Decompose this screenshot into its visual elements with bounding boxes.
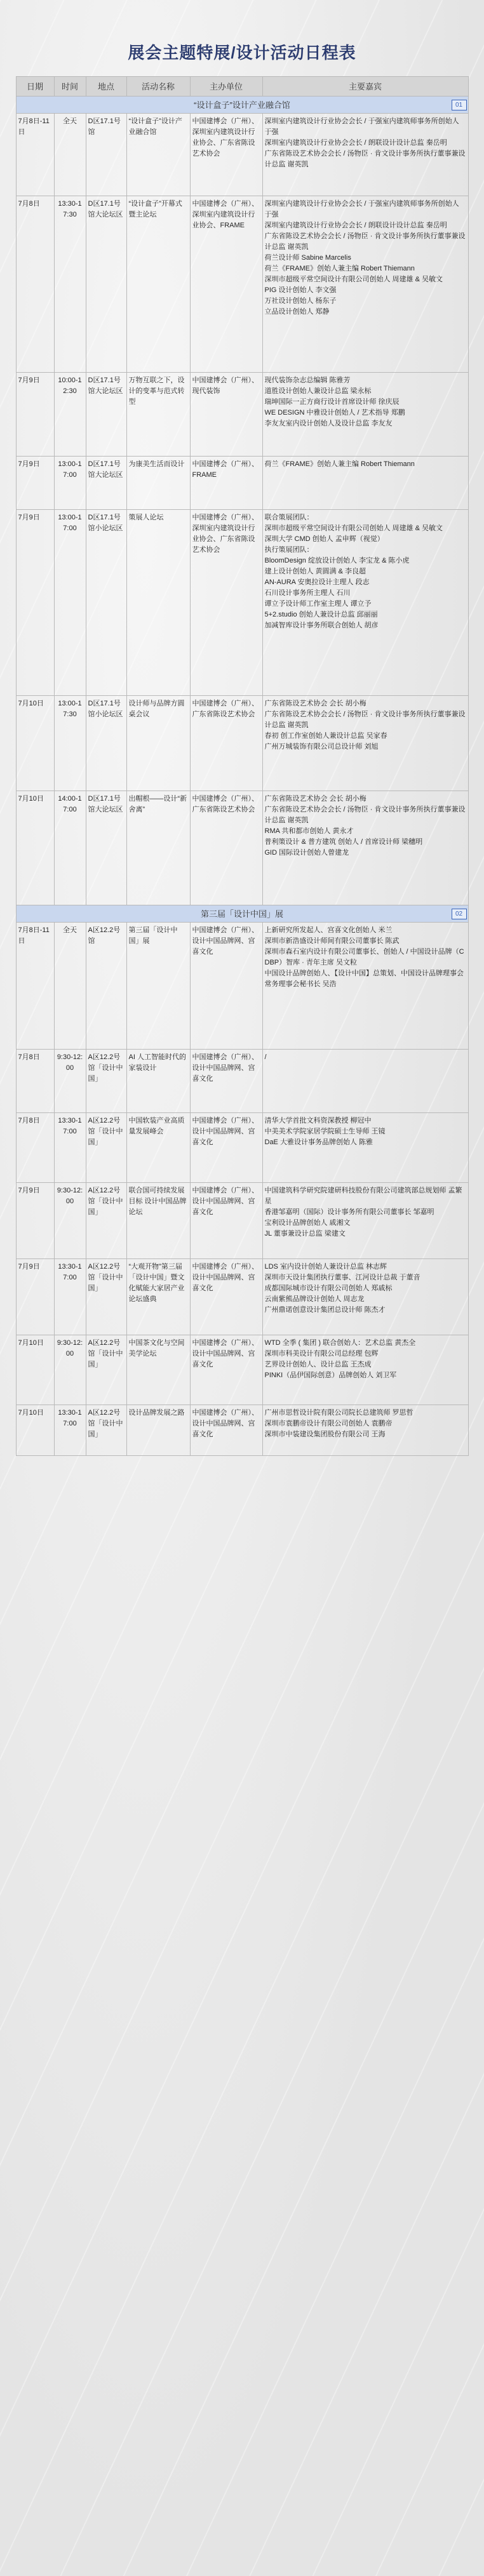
row-event-name: 为康美生活而设计 (126, 457, 190, 510)
row-organizer: 中国建博会（广州）、深圳室内建筑设计行业协会、广东省陈设艺术协会 (190, 114, 262, 196)
row-event-name: 策展人论坛 (126, 510, 190, 696)
row-time: 13:00-17:00 (54, 457, 86, 510)
header-name: 活动名称 (126, 77, 190, 97)
table-row (16, 1259, 468, 1335)
row-date: 7月9日 (16, 457, 54, 510)
row-venue: D区17.1号馆小论坛区 (86, 696, 126, 791)
row-guests: LDS 室内设计创始人兼设计总监 林志辉 深圳市天设计集团执行董事、江河设计总裁 于董音 成都国际城市设计有限公司创始人 郑戚标 云南紫熊品牌设计创始人 周志龙 广州鼎诺创意设计集团总设计师 陈杰才 (262, 1259, 468, 1335)
row-event-name: AI 人工智能时代的家装设计 (126, 1050, 190, 1113)
page-title: 展会主题特展/设计活动日程表 (128, 43, 356, 62)
row-guests: 中国建筑科学研究院建研科技股份有限公司建筑部总规划师 孟繁星 香港邹嘉明（国际）设计事务所有限公司董事长 邹嘉明 宝利设计品牌创始人 戚湘文 JL 董事兼设计总监 梁建文 (262, 1183, 468, 1259)
row-date: 7月8日 (16, 1050, 54, 1113)
row-date: 7月8日 (16, 196, 54, 373)
row-guests: 荷兰《FRAME》创始人兼主编 Robert Thiemann (262, 457, 468, 510)
section-title: 第三届「设计中国」展 (200, 909, 283, 919)
row-venue: A区12.2号馆「设计中国」 (86, 1335, 126, 1405)
schedule-table (16, 76, 469, 1456)
row-guests: 上新研究所发起人、宫喜文化创始人 米兰 深圳市新浩盛设计师间有限公司董事长 陈武 深圳市森石室内设计有限公司董事长、创始人 / 中国设计品牌（CDBP）智库 · 青年主席 吴文粒 中国设计品牌创始人、【设计中国】总策划、中国设计品牌理事会常务理事会秘书长 吴浩 (262, 923, 468, 1050)
row-date: 7月10日 (16, 1405, 54, 1456)
section-title: “设计盒子”设计产业融合馆 (194, 100, 290, 110)
table-row (16, 791, 468, 905)
table-row (16, 196, 468, 373)
row-event-name: “大观开物”第三届「设计中国」暨文化赋能大家居产业论坛盛典 (126, 1259, 190, 1335)
row-date: 7月8日-11日 (16, 923, 54, 1050)
table-row (16, 1113, 468, 1183)
row-time: 9:30-12:00 (54, 1050, 86, 1113)
row-event-name: 第三届「设计中国」展 (126, 923, 190, 1050)
row-time: 9:30-12:00 (54, 1183, 86, 1259)
row-venue: A区12.2号馆「设计中国」 (86, 1259, 126, 1335)
row-venue: A区12.2号馆「设计中国」 (86, 1113, 126, 1183)
row-event-name: “设计盒子”设计产业融合馆 (126, 114, 190, 196)
row-organizer: 中国建博会（广州）、FRAME (190, 457, 262, 510)
row-guests: 清华大学首批文科资深教授 柳冠中 中美美术学院家居学院硕士生导师 王镜 DaE 大雅设计事务品牌创始人 陈雅 (262, 1113, 468, 1183)
row-guests: WTD 全季 ( 集团 ) 联合创始人：艺术总监 黄杰全 深圳市科美设计有限公司总经理 包辉 艺界设计创始人、设计总监 王杰成 PINKI（品伊国际创意）品牌创始人 刘卫军 (262, 1335, 468, 1405)
row-date: 7月8日-11日 (16, 114, 54, 196)
row-time: 13:30-17:00 (54, 1405, 86, 1456)
row-guests: 现代装饰杂志总编辑 陈雅芳 道胜设计创始人兼设计总监 梁永标 瑞坤国际一正方商行设计首席设计师 徐庆辰 WE DESIGN 中雅设计创始人 / 艺术指导 郑鹏 李友友室内设计创始人及设计总监 李友友 (262, 373, 468, 457)
row-date: 7月10日 (16, 696, 54, 791)
row-event-name: 设计师与品牌方圆桌会议 (126, 696, 190, 791)
row-venue: D区17.1号馆 (86, 114, 126, 196)
row-organizer: 中国建博会（广州）、设计中国品牌网、宫喜文化 (190, 1113, 262, 1183)
row-guests: / (262, 1050, 468, 1113)
row-date: 7月9日 (16, 510, 54, 696)
row-organizer: 中国建博会（广州）、广东省陈设艺术协会 (190, 791, 262, 905)
row-organizer: 中国建博会（广州）、设计中国品牌网、宫喜文化 (190, 1050, 262, 1113)
row-date: 7月9日 (16, 1259, 54, 1335)
table-row (16, 1405, 468, 1456)
row-organizer: 中国建博会（广州）、现代装饰 (190, 373, 262, 457)
table-row (16, 510, 468, 696)
row-organizer: 中国建博会（广州）、设计中国品牌网、宫喜文化 (190, 1183, 262, 1259)
schedule-body (16, 97, 468, 1456)
section-header (16, 905, 468, 923)
row-venue: A区12.2号馆 (86, 923, 126, 1050)
table-row (16, 457, 468, 510)
section-number-badge: 02 (452, 909, 467, 919)
header-guests: 主要嘉宾 (262, 77, 468, 97)
row-time: 13:00-17:00 (54, 510, 86, 696)
table-row (16, 373, 468, 457)
section-header (16, 97, 468, 114)
row-guests: 联合策展团队： 深圳市超级平常空间设计有限公司创始人 周建雄 & 吴敏文 深圳大学 CMD 创始人 孟申辉（视觉） 执行策展团队： BloomDesign 绽放设计创始人 李宝龙 & 陈小虎 建上设计创始人 黄圆满 & 李良超 AN-AURA 安奥拉设计主理人 段志 石川设计事务所主理人 石川 谭立予设计师工作室主理人 谭立予 5+2.studio 创始人兼设计总监 邱丽丽 加减智库设计事务所联合创始人 胡彦 (262, 510, 468, 696)
row-event-name: “设计盒子”开幕式暨主论坛 (126, 196, 190, 373)
table-row (16, 114, 468, 196)
row-event-name: 设计品牌发展之路 (126, 1405, 190, 1456)
row-event-name: 联合国可持续发展目标 设计中国品牌论坛 (126, 1183, 190, 1259)
row-date: 7月10日 (16, 1335, 54, 1405)
row-guests: 广东省陈设艺术协会 会长 胡小梅 广东省陈设艺术协会会长 / 汤物臣 · 肯文设计事务所执行董事兼设计总监 谢英凯 春初 创工作室创始人兼设计总监 吴家春 广州万城装饰有限公司总设计师 刘旭 (262, 696, 468, 791)
row-event-name: 中国软装产业高质量发展峰会 (126, 1113, 190, 1183)
row-date: 7月8日 (16, 1113, 54, 1183)
section-header-row (16, 905, 468, 923)
row-time: 10:00-12:30 (54, 373, 86, 457)
row-time: 13:30-17:30 (54, 196, 86, 373)
row-time: 13:00-17:30 (54, 696, 86, 791)
section-number-badge: 01 (452, 100, 467, 110)
table-row (16, 1050, 468, 1113)
row-event-name: 万物互联之下，设计的变革与范式转型 (126, 373, 190, 457)
row-time: 9:30-12:00 (54, 1335, 86, 1405)
row-organizer: 中国建博会（广州）、深圳室内建筑设计行业协会、FRAME (190, 196, 262, 373)
row-venue: A区12.2号馆「设计中国」 (86, 1405, 126, 1456)
row-time: 全天 (54, 923, 86, 1050)
row-organizer: 中国建博会（广州）、设计中国品牌网、宫喜文化 (190, 1335, 262, 1405)
row-event-name: 出帽根——设计“新舍离” (126, 791, 190, 905)
header-date: 日期 (16, 77, 54, 97)
row-guests: 深圳室内建筑设计行业协会会长 / 于强室内建筑师事务所创始人 于强 深圳室内建筑设计行业协会会长 / 朗联设计设计总监 秦岳明 广东省陈设艺术协会会长 / 汤物臣 · 肯文设计事务所执行董事兼设计总监 谢英凯 荷兰设计师 Sabine Marcelis 荷兰《FRAME》创始人兼主编 Robert Thiemann 深圳市超级平常空间设计有限公司创始人 周建雄 & 吴敏文 PIG 设计创始人 李文强 万社设计创始人 杨东子 立品设计创始人 郑静 (262, 196, 468, 373)
row-time: 14:00-17:00 (54, 791, 86, 905)
row-venue: D区17.1号馆大论坛区 (86, 791, 126, 905)
header-venue: 地点 (86, 77, 126, 97)
row-time: 全天 (54, 114, 86, 196)
row-date: 7月9日 (16, 1183, 54, 1259)
row-organizer: 中国建博会（广州）、设计中国品牌网、宫喜文化 (190, 1259, 262, 1335)
row-venue: D区17.1号馆大论坛区 (86, 196, 126, 373)
row-venue: D区17.1号馆大论坛区 (86, 373, 126, 457)
table-row (16, 923, 468, 1050)
row-time: 13:30-17:00 (54, 1113, 86, 1183)
row-guests: 广州市思哲设计院有限公司院长总建筑师 罗思哲 深圳市袁鹏帝设计有限公司创始人 袁鹏帝 深圳市中装建设集团股份有限公司 王海 (262, 1405, 468, 1456)
row-event-name: 中国茶文化与空间美学论坛 (126, 1335, 190, 1405)
row-organizer: 中国建博会（广州）、深圳室内建筑设计行业协会、广东省陈设艺术协会 (190, 510, 262, 696)
row-venue: D区17.1号馆大论坛区 (86, 457, 126, 510)
header-organizer: 主办单位 (190, 77, 262, 97)
row-guests: 广东省陈设艺术协会 会长 胡小梅 广东省陈设艺术协会会长 / 汤物臣 · 肯文设计事务所执行董事兼设计总监 谢英凯 RMA 共和都市创始人 黄永才 普利策设计 & 普方建筑 创始人 / 首席设计师 梁穗明 GID 国际设计创始人曾建龙 (262, 791, 468, 905)
row-organizer: 中国建博会（广州）、广东省陈设艺术协会 (190, 696, 262, 791)
section-header-row (16, 97, 468, 114)
row-time: 13:30-17:00 (54, 1259, 86, 1335)
row-guests: 深圳室内建筑设计行业协会会长 / 于强室内建筑师事务所创始人 于强 深圳室内建筑设计行业协会会长 / 朗联设计设计总监 秦岳明 广东省陈设艺术协会会长 / 汤物臣 · 肯文设计事务所执行董事兼设计总监 谢英凯 (262, 114, 468, 196)
row-organizer: 中国建博会（广州）、设计中国品牌网、宫喜文化 (190, 1405, 262, 1456)
header-time: 时间 (54, 77, 86, 97)
row-date: 7月10日 (16, 791, 54, 905)
row-date: 7月9日 (16, 373, 54, 457)
row-venue: A区12.2号馆「设计中国」 (86, 1183, 126, 1259)
table-row (16, 1335, 468, 1405)
row-organizer: 中国建博会（广州）、设计中国品牌网、宫喜文化 (190, 923, 262, 1050)
row-venue: A区12.2号馆「设计中国」 (86, 1050, 126, 1113)
table-row (16, 696, 468, 791)
row-venue: D区17.1号馆小论坛区 (86, 510, 126, 696)
table-row (16, 1183, 468, 1259)
table-header-row (16, 77, 468, 97)
